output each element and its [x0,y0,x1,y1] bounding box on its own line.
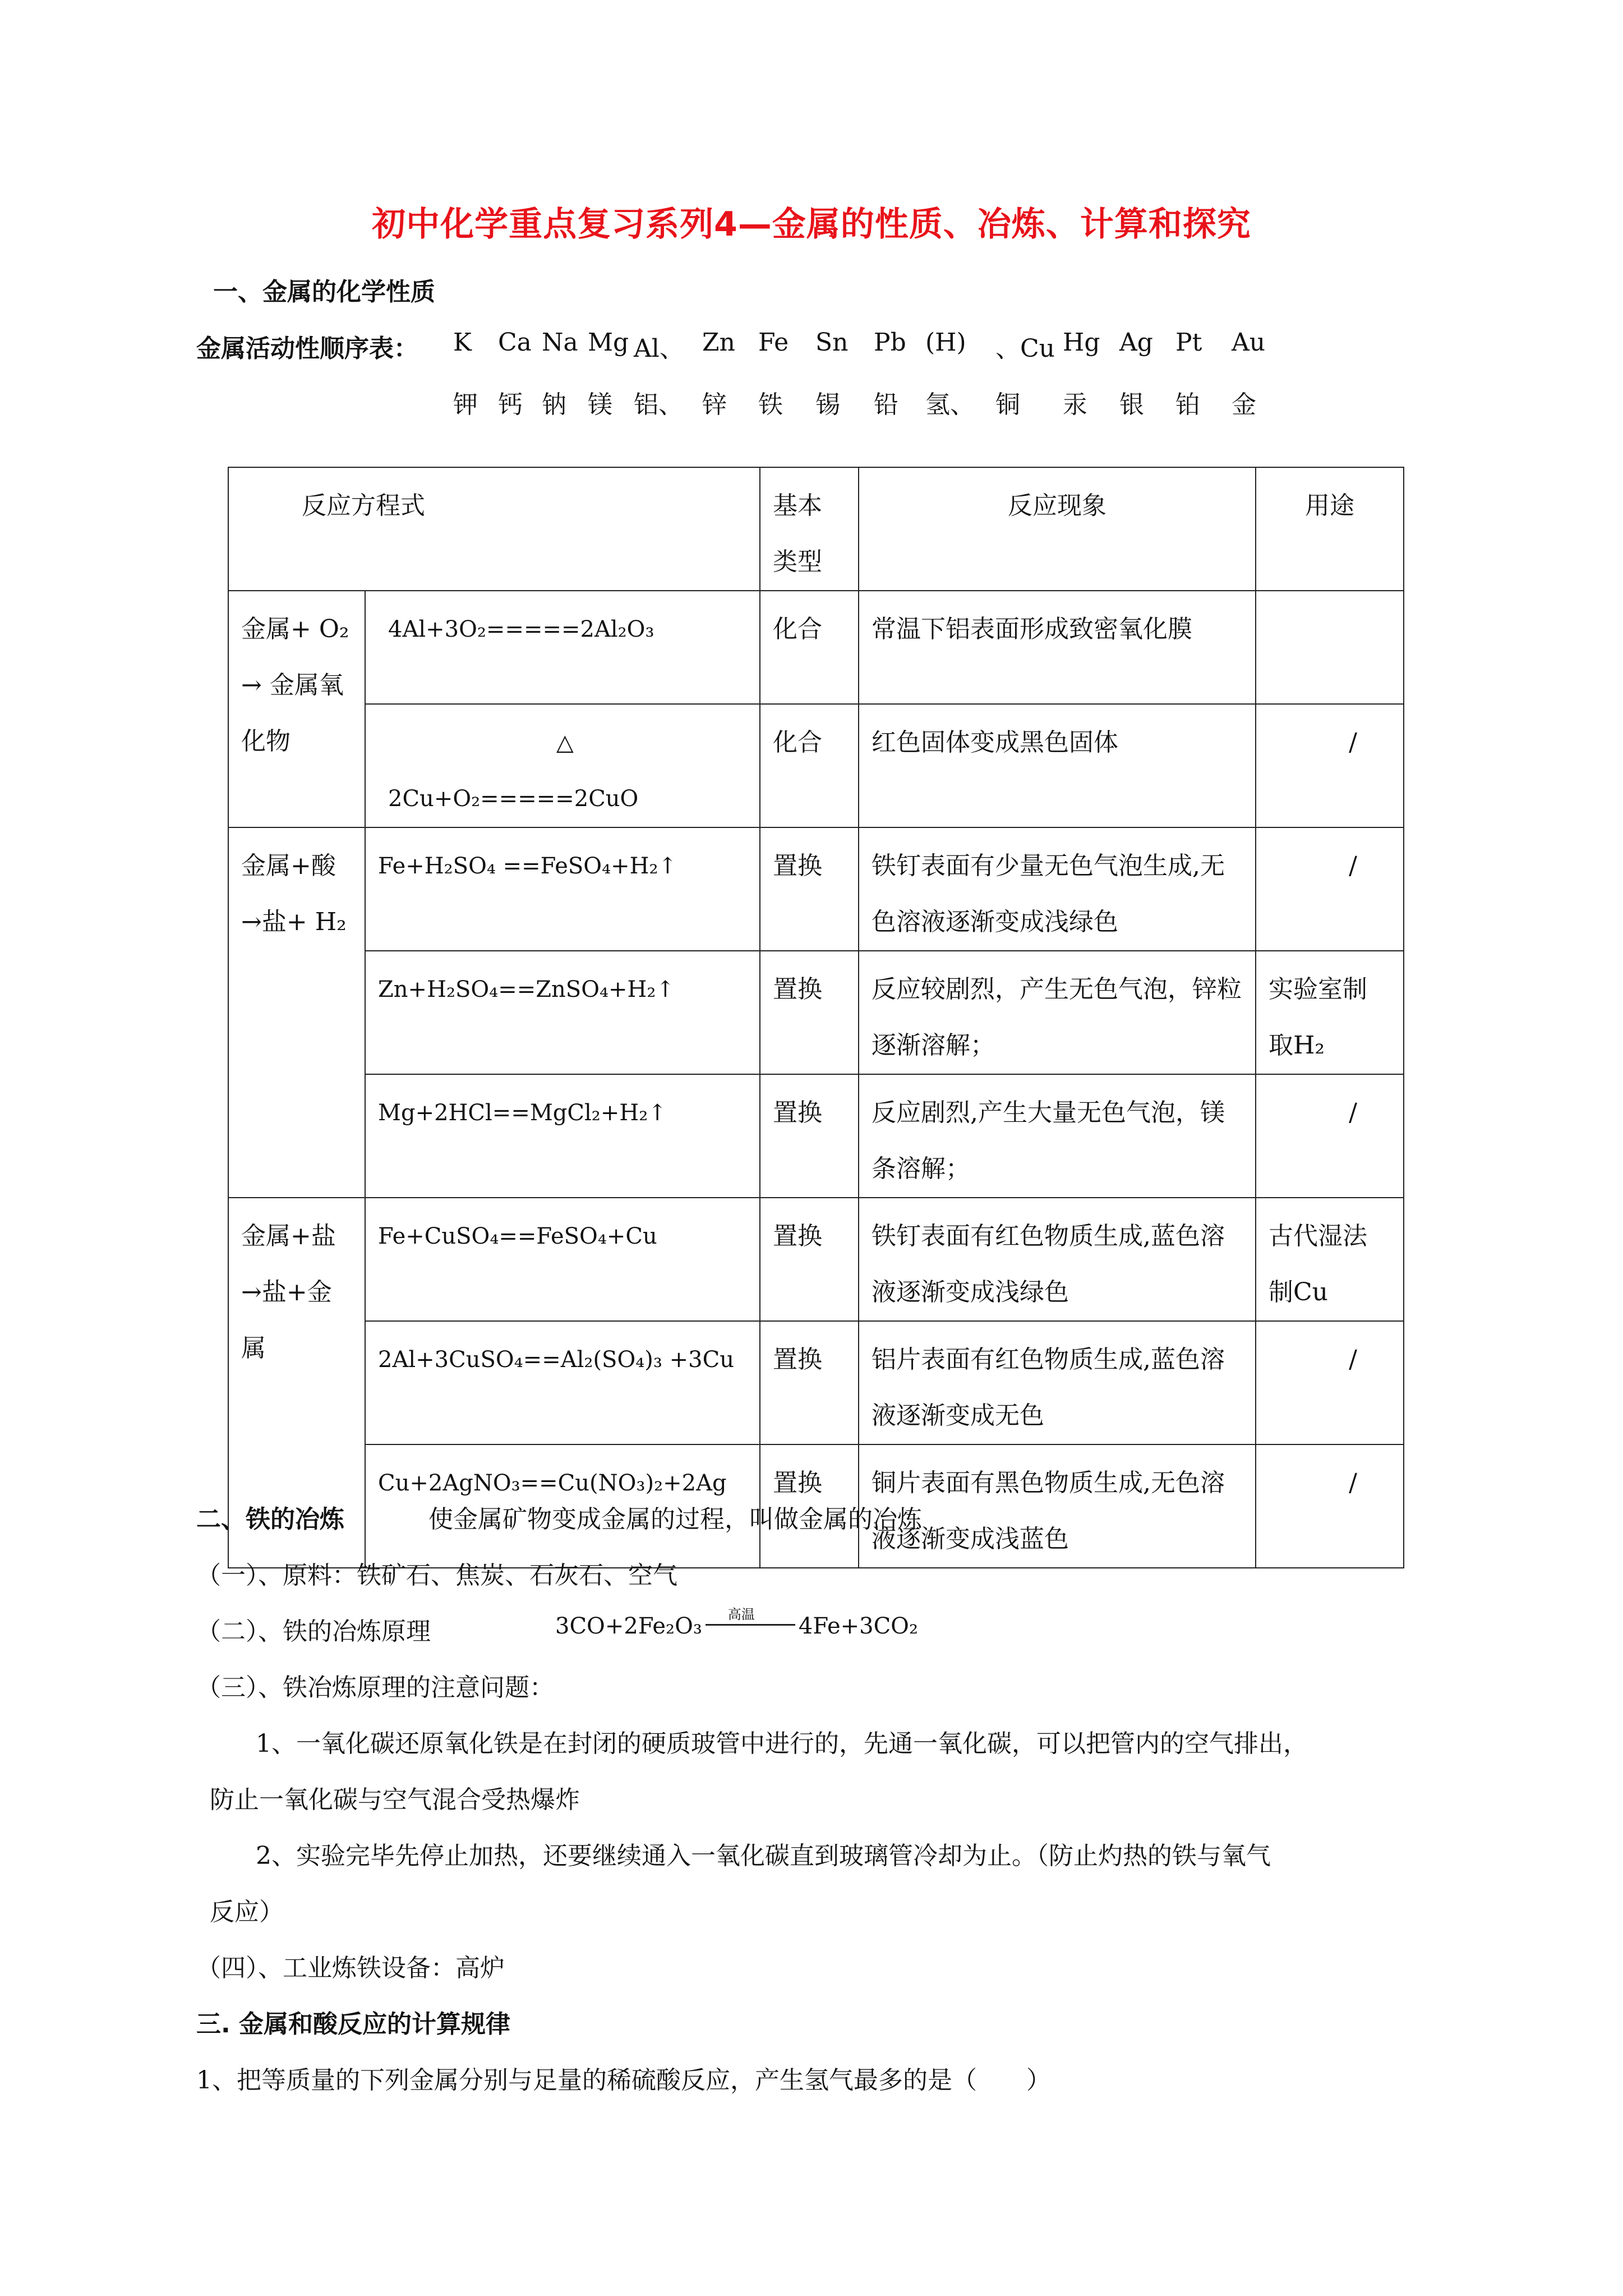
phenomenon-cell: 铝片表面有红色物质生成,蓝色溶液逐渐变成无色 [859,1321,1256,1444]
header-type: 基本类型 [760,467,859,591]
section2-heading: 二、铁的冶炼 [196,1505,344,1534]
type-cell: 置换 [760,1074,859,1198]
table-row [228,827,1404,951]
table-row [228,1321,1404,1444]
header-use: 用途 [1256,467,1404,591]
series-name: 氢、 [925,390,975,419]
series-name: 锌 [702,390,727,419]
type-cell: 置换 [760,1321,859,1444]
equation-cell: 4Al+3O₂=====2Al₂O₃ [365,591,760,704]
equation-cell [365,704,760,827]
activity-series-symbols [0,328,1623,362]
section3-heading: 三. 金属和酸反应的计算规律 [196,2010,511,2039]
phenomenon-cell: 反应剧烈,产生大量无色气泡，镁条溶解； [859,1074,1256,1198]
high-temperature-condition: 高温 [727,1607,755,1622]
group-label-oxygen: 金属+ O₂ → 金属氧化物 [228,591,365,827]
table-row [228,951,1404,1074]
phenomenon-cell: 铜片表面有黑色物质生成,无色溶液逐渐变成浅蓝色 [859,1444,1256,1568]
series-name: 汞 [1063,390,1087,419]
series-symbol: Sn [815,328,849,357]
smelting-principle-label: （二）、铁的冶炼原理 [196,1617,431,1646]
group-label-salt: 金属+盐→盐+金属 [228,1198,365,1568]
series-name: 铅 [874,390,898,419]
table-header-row [228,467,1404,591]
raw-materials: （一）、原料：铁矿石、焦炭、石灰石、空气 [196,1561,677,1590]
series-name: 铜 [995,390,1020,419]
series-symbol: Fe [758,328,789,357]
phenomenon-cell: 铁钉表面有少量无色气泡生成,无色溶液逐渐变成浅绿色 [859,827,1256,951]
header-equation: 反应方程式 [228,467,760,591]
series-symbol: Al、 [634,334,684,363]
series-name: 镁 [588,390,612,419]
equation-cell: Cu+2AgNO₃==Cu(NO₃)₂+2Ag [365,1444,760,1568]
series-name: 金 [1232,390,1256,419]
series-name: 钙 [498,390,523,419]
note1-line1: 1、一氧化碳还原氧化铁是在封闭的硬质玻管中进行的，先通一氧化碳，可以把管内的空气排出， [256,1729,1308,1758]
activity-series-label: 金属活动性顺序表： [196,334,418,363]
equation-cell: Fe+H₂SO₄ ==FeSO₄+H₂↑ [365,827,760,951]
series-name: 铂 [1175,390,1200,419]
series-symbol: Ag [1119,328,1153,357]
equation-cell: Fe+CuSO₄==FeSO₄+Cu [365,1198,760,1321]
series-symbol: Zn [702,328,735,357]
equation-cell: 2Al+3CuSO₄==Al₂(SO₄)₃ +3Cu [365,1321,760,1444]
series-symbol: Pb [874,328,906,357]
notes-heading: （三）、铁冶炼原理的注意问题： [196,1673,554,1702]
series-name: 铝、 [634,390,683,419]
smelting-equation-lhs: 3CO+2Fe₂O₃ [555,1613,702,1639]
smelting-equation-rhs: 4Fe+3CO₂ [798,1613,919,1639]
equation-text: 2Cu+O₂=====2CuO [388,786,639,812]
use-slash: / [1349,728,1357,757]
use-cell [1256,827,1404,951]
note2-line2: 反应） [210,1898,284,1926]
heating-condition: △ [556,730,574,756]
series-symbol: 、Cu [995,334,1055,363]
note1-line2: 防止一氧化碳与空气混合受热爆炸 [210,1786,580,1814]
page-title: 初中化学重点复习系列4—金属的性质、冶炼、计算和探究 [372,205,1251,244]
use-cell [1256,1074,1404,1198]
use-cell [1256,704,1404,827]
type-cell: 化合 [760,591,859,704]
type-cell: 化合 [760,704,859,827]
group-label-acid: 金属+酸→盐+ H₂ [228,827,365,1198]
note2-line1: 2、实验完毕先停止加热，还要继续通入一氧化碳直到玻璃管冷却为止。（防止灼热的铁与氧气 [256,1842,1271,1870]
use-slash: / [1349,1098,1357,1127]
reaction-table [228,467,1404,1568]
header-phenomenon: 反应现象 [859,467,1256,591]
series-symbol: Hg [1063,328,1100,357]
series-name: 铁 [758,390,783,419]
type-cell: 置换 [760,827,859,951]
use-cell: 实验室制取H₂ [1256,951,1404,1074]
blast-furnace: （四）、工业炼铁设备：高炉 [196,1954,505,1982]
series-name: 钾 [453,390,478,419]
type-cell: 置换 [760,1198,859,1321]
series-symbol: Pt [1175,328,1202,357]
table-row [228,591,1404,704]
use-slash: / [1349,852,1357,880]
table-row [228,1198,1404,1321]
series-symbol: Mg [588,328,629,357]
use-cell [1256,591,1404,704]
type-cell: 置换 [760,951,859,1074]
use-slash: / [1349,1469,1357,1497]
table-row [228,1074,1404,1198]
reaction-arrow [706,1607,795,1626]
series-symbol: (H) [925,328,966,357]
phenomenon-cell: 反应较剧烈，产生无色气泡，锌粒逐渐溶解； [859,951,1256,1074]
series-symbol: Ca [498,328,532,357]
phenomenon-cell: 常温下铝表面形成致密氧化膜 [859,591,1256,704]
series-name: 锡 [815,390,840,419]
smelting-equation [555,1607,919,1639]
phenomenon-cell: 铁钉表面有红色物质生成,蓝色溶液逐渐变成浅绿色 [859,1198,1256,1321]
series-symbol: Au [1232,328,1266,357]
use-cell: 古代湿法制Cu [1256,1198,1404,1321]
series-symbol: Na [542,328,578,357]
equation-cell: Zn+H₂SO₄==ZnSO₄+H₂↑ [365,951,760,1074]
use-cell [1256,1321,1404,1444]
equation-cell: Mg+2HCl==MgCl₂+H₂↑ [365,1074,760,1198]
phenomenon-cell: 红色固体变成黑色固体 [859,704,1256,827]
series-name: 钠 [542,390,566,419]
type-cell: 置换 [760,1444,859,1568]
use-cell [1256,1444,1404,1568]
section1-heading: 一、金属的化学性质 [213,278,435,306]
table-row [228,704,1404,827]
series-symbol: K [453,328,472,357]
question-1: 1、把等质量的下列金属分别与足量的稀硫酸反应，产生氢气最多的是（ ） [196,2066,1051,2095]
activity-series-names [0,384,1623,418]
series-name: 银 [1119,390,1144,419]
use-slash: / [1349,1345,1357,1374]
smelting-definition: 使金属矿物变成金属的过程，叫做金属的冶炼 [428,1505,922,1534]
